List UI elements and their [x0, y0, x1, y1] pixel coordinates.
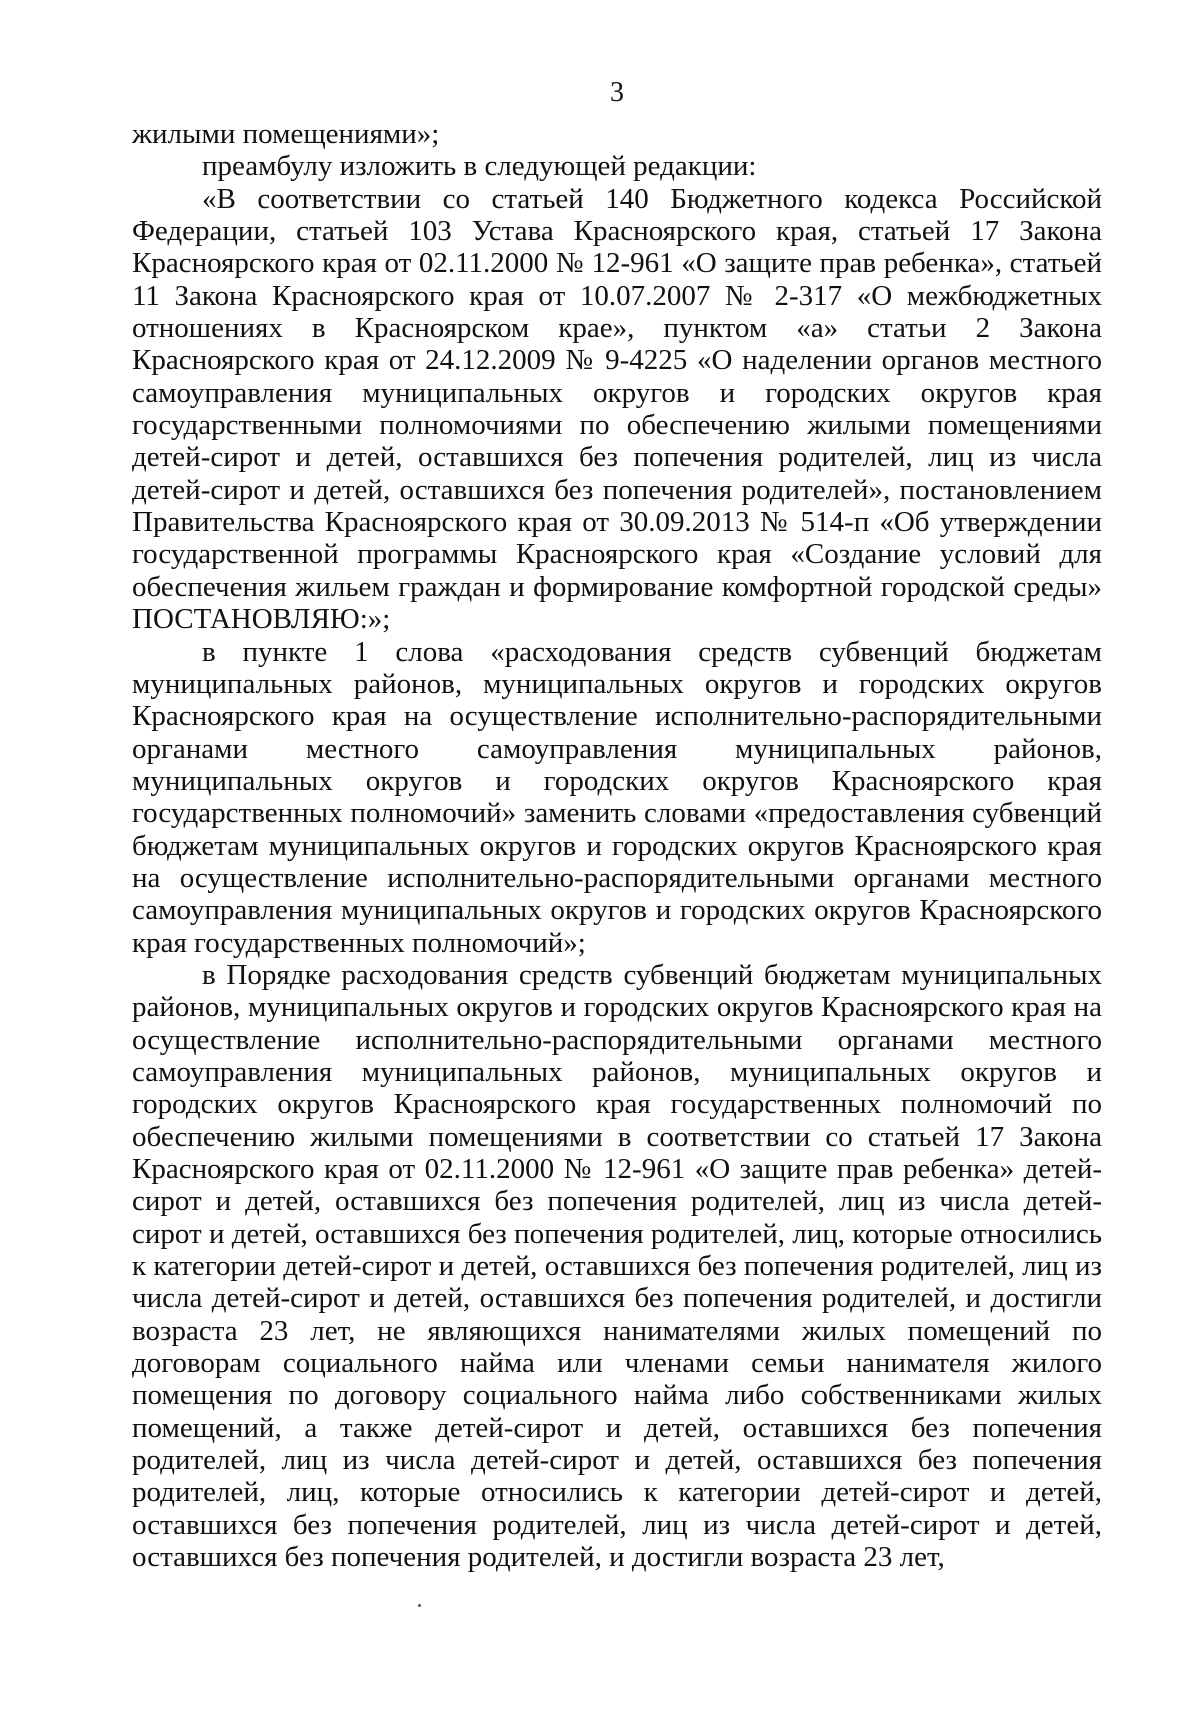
paragraph-preamble-text: «В соответствии со статьей 140 Бюджетного кодекса Российской Федерации, статьей 103 Устава Красноярского края, статьей 17 Закона Красноярского края от 02.11.2000 № 12-961 «О защите прав ребенка», статьей 11 Закона Красноярского края от 10.07.2007 № 2-317 «О межбюджетных отношениях в Красноярском крае», пунктом «а» статьи 2 Закона Красноярского края от 24.12.2009 № 9-4225 «О наделении органов местного самоуправления муниципальных округов и городских округов края государственными полномочиями по обеспечению жилыми помещениями детей-сирот и детей, оставшихся без попечения родителей, лиц из числа детей-сирот и детей, оставшихся без попечения родителей», постановлением Правительства Красноярского края от 30.09.2013 № 514-п «Об утверждении государственной программы Красноярского края «Создание условий для обеспечения жильем граждан и формирование комфортной городской среды» ПОСТАНОВЛЯЮ:»; — [132, 182, 1102, 636]
paragraph-preamble-instruction: преамбулу изложить в следующей редакции: — [202, 150, 757, 183]
scan-speck — [418, 1604, 421, 1607]
document-body — [132, 118, 1102, 1573]
page-number: 3 — [610, 77, 624, 108]
paragraph-point-1-amendment: в пункте 1 слова «расходования средств субвенций бюджетам муниципальных районов, муниципальных округов и городских округов Красноярского края на осуществление исполнительно-распорядительными органами местного самоуправления муниципальных районов, муниципальных округов и городских округов Красноярского края государственных полномочий» заменить словами «предоставления субвенций бюджетам муниципальных округов и городских округов Красноярского края на осуществление исполнительно-распорядительными органами местного самоуправления муниципальных округов и городских округов Красноярского края государственных полномочий»; — [132, 635, 1102, 959]
paragraph-continuation: жилыми помещениями»; — [132, 118, 440, 150]
paragraph-procedure-amendment: в Порядке расходования средств субвенций бюджетам муниципальных районов, муниципальных округов и городских округов Красноярского края на осуществление исполнительно-распорядительными органами местного самоуправления муниципальных районов, муниципальных округов и городских округов Красноярского края государственных полномочий по обеспечению жилыми помещениями в соответствии со статьей 17 Закона Красноярского края от 02.11.2000 № 12-961 «О защите прав ребенка» детей-сирот и детей, оставшихся без попечения родителей, лиц из числа детей-сирот и детей, оставшихся без попечения родителей, лиц, которые относились к категории детей-сирот и детей, оставшихся без попечения родителей, лиц из числа детей-сирот и детей, оставшихся без попечения родителей, и достигли возраста 23 лет, не являющихся нанимателями жилых помещений по договорам социального найма или членами семьи нанимателя жилого помещения по договору социального найма либо собственниками жилых помещений, а также детей-сирот и детей, оставшихся без попечения родителей, лиц из числа детей-сирот и детей, оставшихся без попечения родителей, лиц, которые относились к категории детей-сирот и детей, оставшихся без попечения родителей, лиц из числа детей-сирот и детей, оставшихся без попечения родителей, и достигли возраста 23 лет, — [132, 958, 1102, 1574]
